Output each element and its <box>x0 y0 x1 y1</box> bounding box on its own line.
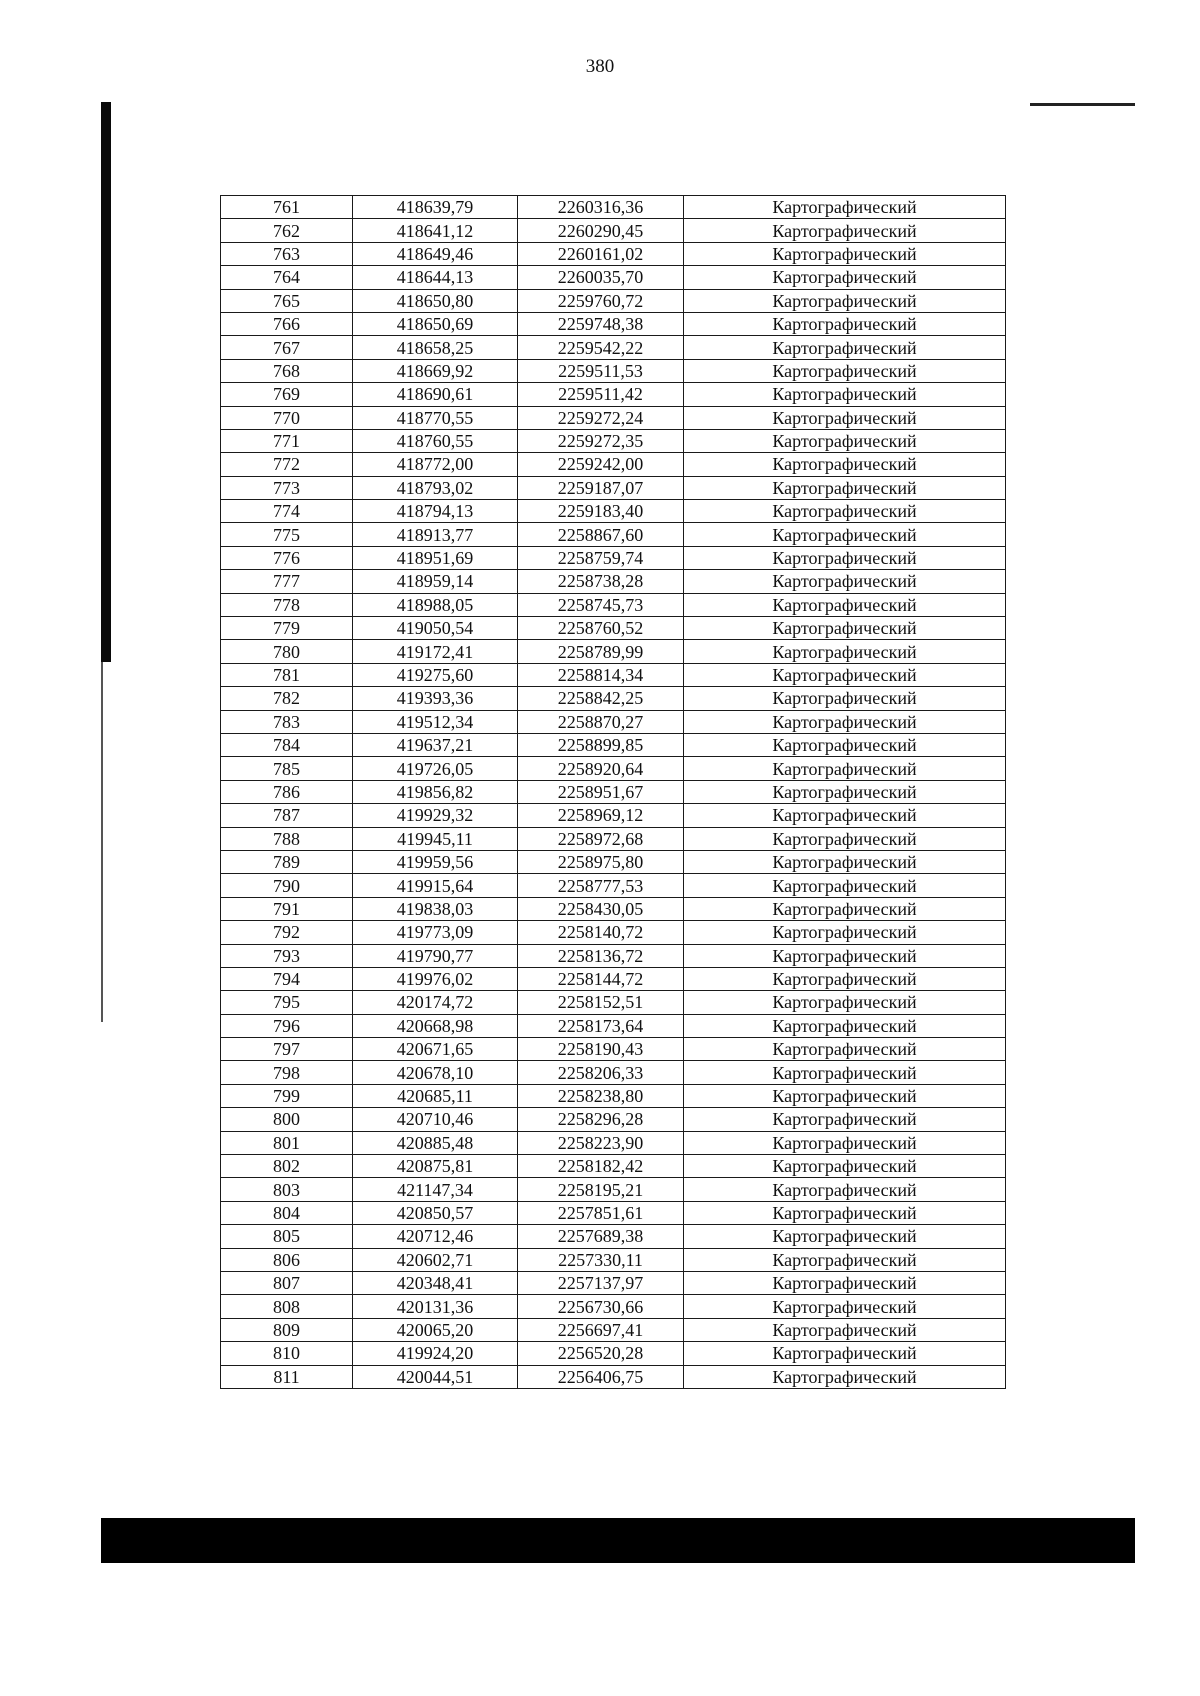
point-number-cell: 762 <box>221 219 353 242</box>
y-coordinate-cell: 2258972,68 <box>518 827 684 850</box>
method-cell: Картографический <box>684 359 1006 382</box>
table-row <box>221 967 1006 990</box>
y-coordinate-cell: 2259511,42 <box>518 383 684 406</box>
x-coordinate-cell: 419924,20 <box>353 1342 518 1365</box>
method-cell: Картографический <box>684 850 1006 873</box>
scan-edge-bar <box>101 102 111 662</box>
scan-artifact-line <box>1030 103 1135 106</box>
point-number-cell: 763 <box>221 242 353 265</box>
table-row <box>221 1248 1006 1271</box>
x-coordinate-cell: 418793,02 <box>353 476 518 499</box>
y-coordinate-cell: 2257689,38 <box>518 1225 684 1248</box>
method-cell: Картографический <box>684 1248 1006 1271</box>
x-coordinate-cell: 420875,81 <box>353 1155 518 1178</box>
x-coordinate-cell: 419172,41 <box>353 640 518 663</box>
method-cell: Картографический <box>684 1178 1006 1201</box>
x-coordinate-cell: 419976,02 <box>353 967 518 990</box>
y-coordinate-cell: 2259542,22 <box>518 336 684 359</box>
method-cell: Картографический <box>684 687 1006 710</box>
table-row <box>221 804 1006 827</box>
table-row <box>221 266 1006 289</box>
point-number-cell: 787 <box>221 804 353 827</box>
x-coordinate-cell: 419275,60 <box>353 663 518 686</box>
point-number-cell: 793 <box>221 944 353 967</box>
table-row <box>221 453 1006 476</box>
table-row <box>221 1271 1006 1294</box>
point-number-cell: 795 <box>221 991 353 1014</box>
table-row <box>221 196 1006 219</box>
x-coordinate-cell: 420710,46 <box>353 1108 518 1131</box>
y-coordinate-cell: 2259511,53 <box>518 359 684 382</box>
point-number-cell: 809 <box>221 1318 353 1341</box>
method-cell: Картографический <box>684 1295 1006 1318</box>
table-row <box>221 429 1006 452</box>
x-coordinate-cell: 419945,11 <box>353 827 518 850</box>
method-cell: Картографический <box>684 546 1006 569</box>
x-coordinate-cell: 419856,82 <box>353 780 518 803</box>
x-coordinate-cell: 418658,25 <box>353 336 518 359</box>
point-number-cell: 773 <box>221 476 353 499</box>
method-cell: Картографический <box>684 827 1006 850</box>
x-coordinate-cell: 420885,48 <box>353 1131 518 1154</box>
table-row <box>221 1318 1006 1341</box>
x-coordinate-cell: 418650,69 <box>353 312 518 335</box>
y-coordinate-cell: 2258144,72 <box>518 967 684 990</box>
y-coordinate-cell: 2260161,02 <box>518 242 684 265</box>
table-row <box>221 1225 1006 1248</box>
table-row <box>221 570 1006 593</box>
point-number-cell: 778 <box>221 593 353 616</box>
y-coordinate-cell: 2258969,12 <box>518 804 684 827</box>
y-coordinate-cell: 2259187,07 <box>518 476 684 499</box>
x-coordinate-cell: 418770,55 <box>353 406 518 429</box>
table-row <box>221 1108 1006 1131</box>
x-coordinate-cell: 418650,80 <box>353 289 518 312</box>
y-coordinate-cell: 2258152,51 <box>518 991 684 1014</box>
y-coordinate-cell: 2256730,66 <box>518 1295 684 1318</box>
x-coordinate-cell: 420712,46 <box>353 1225 518 1248</box>
method-cell: Картографический <box>684 663 1006 686</box>
x-coordinate-cell: 418641,12 <box>353 219 518 242</box>
point-number-cell: 788 <box>221 827 353 850</box>
x-coordinate-cell: 419790,77 <box>353 944 518 967</box>
x-coordinate-cell: 418772,00 <box>353 453 518 476</box>
x-coordinate-cell: 420044,51 <box>353 1365 518 1388</box>
y-coordinate-cell: 2258223,90 <box>518 1131 684 1154</box>
point-number-cell: 799 <box>221 1084 353 1107</box>
y-coordinate-cell: 2258759,74 <box>518 546 684 569</box>
method-cell: Картографический <box>684 944 1006 967</box>
table-row <box>221 733 1006 756</box>
point-number-cell: 783 <box>221 710 353 733</box>
method-cell: Картографический <box>684 757 1006 780</box>
point-number-cell: 792 <box>221 921 353 944</box>
y-coordinate-cell: 2259183,40 <box>518 500 684 523</box>
table-row <box>221 640 1006 663</box>
method-cell: Картографический <box>684 1318 1006 1341</box>
table-row <box>221 1201 1006 1224</box>
x-coordinate-cell: 419637,21 <box>353 733 518 756</box>
table-row <box>221 219 1006 242</box>
table-row <box>221 476 1006 499</box>
y-coordinate-cell: 2259272,24 <box>518 406 684 429</box>
x-coordinate-cell: 419915,64 <box>353 874 518 897</box>
point-number-cell: 806 <box>221 1248 353 1271</box>
x-coordinate-cell: 418649,46 <box>353 242 518 265</box>
method-cell: Картографический <box>684 921 1006 944</box>
method-cell: Картографический <box>684 406 1006 429</box>
table-row <box>221 336 1006 359</box>
table-row <box>221 1014 1006 1037</box>
method-cell: Картографический <box>684 1225 1006 1248</box>
point-number-cell: 776 <box>221 546 353 569</box>
y-coordinate-cell: 2258238,80 <box>518 1084 684 1107</box>
y-coordinate-cell: 2258296,28 <box>518 1108 684 1131</box>
page-number: 380 <box>585 56 615 77</box>
table-row <box>221 944 1006 967</box>
method-cell: Картографический <box>684 897 1006 920</box>
y-coordinate-cell: 2258738,28 <box>518 570 684 593</box>
y-coordinate-cell: 2258899,85 <box>518 733 684 756</box>
method-cell: Картографический <box>684 336 1006 359</box>
table-row <box>221 617 1006 640</box>
method-cell: Картографический <box>684 1014 1006 1037</box>
table-row <box>221 1365 1006 1388</box>
point-number-cell: 775 <box>221 523 353 546</box>
point-number-cell: 808 <box>221 1295 353 1318</box>
table-row <box>221 897 1006 920</box>
method-cell: Картографический <box>684 1084 1006 1107</box>
method-cell: Картографический <box>684 780 1006 803</box>
table-row <box>221 780 1006 803</box>
y-coordinate-cell: 2258842,25 <box>518 687 684 710</box>
y-coordinate-cell: 2259242,00 <box>518 453 684 476</box>
method-cell: Картографический <box>684 1061 1006 1084</box>
x-coordinate-cell: 420131,36 <box>353 1295 518 1318</box>
method-cell: Картографический <box>684 1365 1006 1388</box>
y-coordinate-cell: 2258136,72 <box>518 944 684 967</box>
table-row <box>221 687 1006 710</box>
table-row <box>221 1295 1006 1318</box>
x-coordinate-cell: 419773,09 <box>353 921 518 944</box>
method-cell: Картографический <box>684 312 1006 335</box>
x-coordinate-cell: 421147,34 <box>353 1178 518 1201</box>
x-coordinate-cell: 418644,13 <box>353 266 518 289</box>
point-number-cell: 781 <box>221 663 353 686</box>
table-row <box>221 1342 1006 1365</box>
point-number-cell: 766 <box>221 312 353 335</box>
point-number-cell: 798 <box>221 1061 353 1084</box>
point-number-cell: 796 <box>221 1014 353 1037</box>
y-coordinate-cell: 2257137,97 <box>518 1271 684 1294</box>
method-cell: Картографический <box>684 429 1006 452</box>
y-coordinate-cell: 2259272,35 <box>518 429 684 452</box>
x-coordinate-cell: 420348,41 <box>353 1271 518 1294</box>
table-row <box>221 874 1006 897</box>
table-row <box>221 827 1006 850</box>
y-coordinate-cell: 2258745,73 <box>518 593 684 616</box>
table-row <box>221 850 1006 873</box>
point-number-cell: 801 <box>221 1131 353 1154</box>
y-coordinate-cell: 2258140,72 <box>518 921 684 944</box>
point-number-cell: 786 <box>221 780 353 803</box>
y-coordinate-cell: 2258430,05 <box>518 897 684 920</box>
table-row <box>221 1131 1006 1154</box>
x-coordinate-cell: 418959,14 <box>353 570 518 593</box>
table-body <box>221 196 1006 1389</box>
table-row <box>221 546 1006 569</box>
point-number-cell: 764 <box>221 266 353 289</box>
point-number-cell: 785 <box>221 757 353 780</box>
point-number-cell: 765 <box>221 289 353 312</box>
point-number-cell: 802 <box>221 1155 353 1178</box>
point-number-cell: 774 <box>221 500 353 523</box>
y-coordinate-cell: 2258920,64 <box>518 757 684 780</box>
x-coordinate-cell: 418669,92 <box>353 359 518 382</box>
x-coordinate-cell: 419929,32 <box>353 804 518 827</box>
y-coordinate-cell: 2260035,70 <box>518 266 684 289</box>
table-row <box>221 406 1006 429</box>
table-row <box>221 289 1006 312</box>
y-coordinate-cell: 2256406,75 <box>518 1365 684 1388</box>
table-row <box>221 523 1006 546</box>
method-cell: Картографический <box>684 991 1006 1014</box>
x-coordinate-cell: 419726,05 <box>353 757 518 780</box>
point-number-cell: 771 <box>221 429 353 452</box>
y-coordinate-cell: 2258814,34 <box>518 663 684 686</box>
y-coordinate-cell: 2258760,52 <box>518 617 684 640</box>
y-coordinate-cell: 2258195,21 <box>518 1178 684 1201</box>
table-row <box>221 757 1006 780</box>
method-cell: Картографический <box>684 1038 1006 1061</box>
point-number-cell: 805 <box>221 1225 353 1248</box>
point-number-cell: 790 <box>221 874 353 897</box>
method-cell: Картографический <box>684 219 1006 242</box>
point-number-cell: 804 <box>221 1201 353 1224</box>
table-row <box>221 1155 1006 1178</box>
table-row <box>221 1038 1006 1061</box>
y-coordinate-cell: 2258951,67 <box>518 780 684 803</box>
table-row <box>221 1178 1006 1201</box>
point-number-cell: 777 <box>221 570 353 593</box>
x-coordinate-cell: 419838,03 <box>353 897 518 920</box>
table-row <box>221 500 1006 523</box>
x-coordinate-cell: 419512,34 <box>353 710 518 733</box>
x-coordinate-cell: 418690,61 <box>353 383 518 406</box>
y-coordinate-cell: 2258173,64 <box>518 1014 684 1037</box>
x-coordinate-cell: 420678,10 <box>353 1061 518 1084</box>
point-number-cell: 807 <box>221 1271 353 1294</box>
x-coordinate-cell: 420668,98 <box>353 1014 518 1037</box>
x-coordinate-cell: 418913,77 <box>353 523 518 546</box>
y-coordinate-cell: 2258870,27 <box>518 710 684 733</box>
x-coordinate-cell: 418639,79 <box>353 196 518 219</box>
point-number-cell: 761 <box>221 196 353 219</box>
table-row <box>221 312 1006 335</box>
x-coordinate-cell: 418794,13 <box>353 500 518 523</box>
method-cell: Картографический <box>684 617 1006 640</box>
table-row <box>221 593 1006 616</box>
x-coordinate-cell: 418760,55 <box>353 429 518 452</box>
method-cell: Картографический <box>684 1201 1006 1224</box>
method-cell: Картографический <box>684 874 1006 897</box>
point-number-cell: 772 <box>221 453 353 476</box>
method-cell: Картографический <box>684 1342 1006 1365</box>
table-row <box>221 1061 1006 1084</box>
method-cell: Картографический <box>684 289 1006 312</box>
method-cell: Картографический <box>684 1131 1006 1154</box>
point-number-cell: 800 <box>221 1108 353 1131</box>
y-coordinate-cell: 2256520,28 <box>518 1342 684 1365</box>
y-coordinate-cell: 2258867,60 <box>518 523 684 546</box>
table-row <box>221 921 1006 944</box>
table-row <box>221 242 1006 265</box>
table-row <box>221 710 1006 733</box>
x-coordinate-cell: 420850,57 <box>353 1201 518 1224</box>
table-row <box>221 663 1006 686</box>
method-cell: Картографический <box>684 570 1006 593</box>
table-row <box>221 383 1006 406</box>
y-coordinate-cell: 2260316,36 <box>518 196 684 219</box>
y-coordinate-cell: 2260290,45 <box>518 219 684 242</box>
point-number-cell: 780 <box>221 640 353 663</box>
method-cell: Картографический <box>684 383 1006 406</box>
x-coordinate-cell: 420602,71 <box>353 1248 518 1271</box>
x-coordinate-cell: 419050,54 <box>353 617 518 640</box>
x-coordinate-cell: 419393,36 <box>353 687 518 710</box>
point-number-cell: 768 <box>221 359 353 382</box>
y-coordinate-cell: 2258777,53 <box>518 874 684 897</box>
x-coordinate-cell: 418951,69 <box>353 546 518 569</box>
coordinates-table <box>220 195 1006 1389</box>
x-coordinate-cell: 418988,05 <box>353 593 518 616</box>
method-cell: Картографический <box>684 476 1006 499</box>
y-coordinate-cell: 2258206,33 <box>518 1061 684 1084</box>
y-coordinate-cell: 2259748,38 <box>518 312 684 335</box>
method-cell: Картографический <box>684 710 1006 733</box>
method-cell: Картографический <box>684 640 1006 663</box>
x-coordinate-cell: 420671,65 <box>353 1038 518 1061</box>
table-row <box>221 359 1006 382</box>
table-row <box>221 1084 1006 1107</box>
y-coordinate-cell: 2258190,43 <box>518 1038 684 1061</box>
point-number-cell: 782 <box>221 687 353 710</box>
method-cell: Картографический <box>684 453 1006 476</box>
point-number-cell: 797 <box>221 1038 353 1061</box>
y-coordinate-cell: 2258975,80 <box>518 850 684 873</box>
point-number-cell: 794 <box>221 967 353 990</box>
method-cell: Картографический <box>684 523 1006 546</box>
x-coordinate-cell: 419959,56 <box>353 850 518 873</box>
point-number-cell: 784 <box>221 733 353 756</box>
scan-edge-line <box>101 662 103 1022</box>
point-number-cell: 811 <box>221 1365 353 1388</box>
method-cell: Картографический <box>684 1155 1006 1178</box>
y-coordinate-cell: 2259760,72 <box>518 289 684 312</box>
point-number-cell: 803 <box>221 1178 353 1201</box>
method-cell: Картографический <box>684 1108 1006 1131</box>
x-coordinate-cell: 420065,20 <box>353 1318 518 1341</box>
x-coordinate-cell: 420174,72 <box>353 991 518 1014</box>
point-number-cell: 767 <box>221 336 353 359</box>
table-row <box>221 991 1006 1014</box>
y-coordinate-cell: 2256697,41 <box>518 1318 684 1341</box>
y-coordinate-cell: 2258182,42 <box>518 1155 684 1178</box>
point-number-cell: 791 <box>221 897 353 920</box>
y-coordinate-cell: 2257330,11 <box>518 1248 684 1271</box>
method-cell: Картографический <box>684 242 1006 265</box>
point-number-cell: 769 <box>221 383 353 406</box>
method-cell: Картографический <box>684 804 1006 827</box>
point-number-cell: 789 <box>221 850 353 873</box>
method-cell: Картографический <box>684 500 1006 523</box>
point-number-cell: 779 <box>221 617 353 640</box>
method-cell: Картографический <box>684 733 1006 756</box>
y-coordinate-cell: 2258789,99 <box>518 640 684 663</box>
point-number-cell: 770 <box>221 406 353 429</box>
y-coordinate-cell: 2257851,61 <box>518 1201 684 1224</box>
method-cell: Картографический <box>684 593 1006 616</box>
method-cell: Картографический <box>684 1271 1006 1294</box>
scan-bottom-band <box>101 1518 1135 1563</box>
method-cell: Картографический <box>684 967 1006 990</box>
method-cell: Картографический <box>684 196 1006 219</box>
x-coordinate-cell: 420685,11 <box>353 1084 518 1107</box>
method-cell: Картографический <box>684 266 1006 289</box>
point-number-cell: 810 <box>221 1342 353 1365</box>
